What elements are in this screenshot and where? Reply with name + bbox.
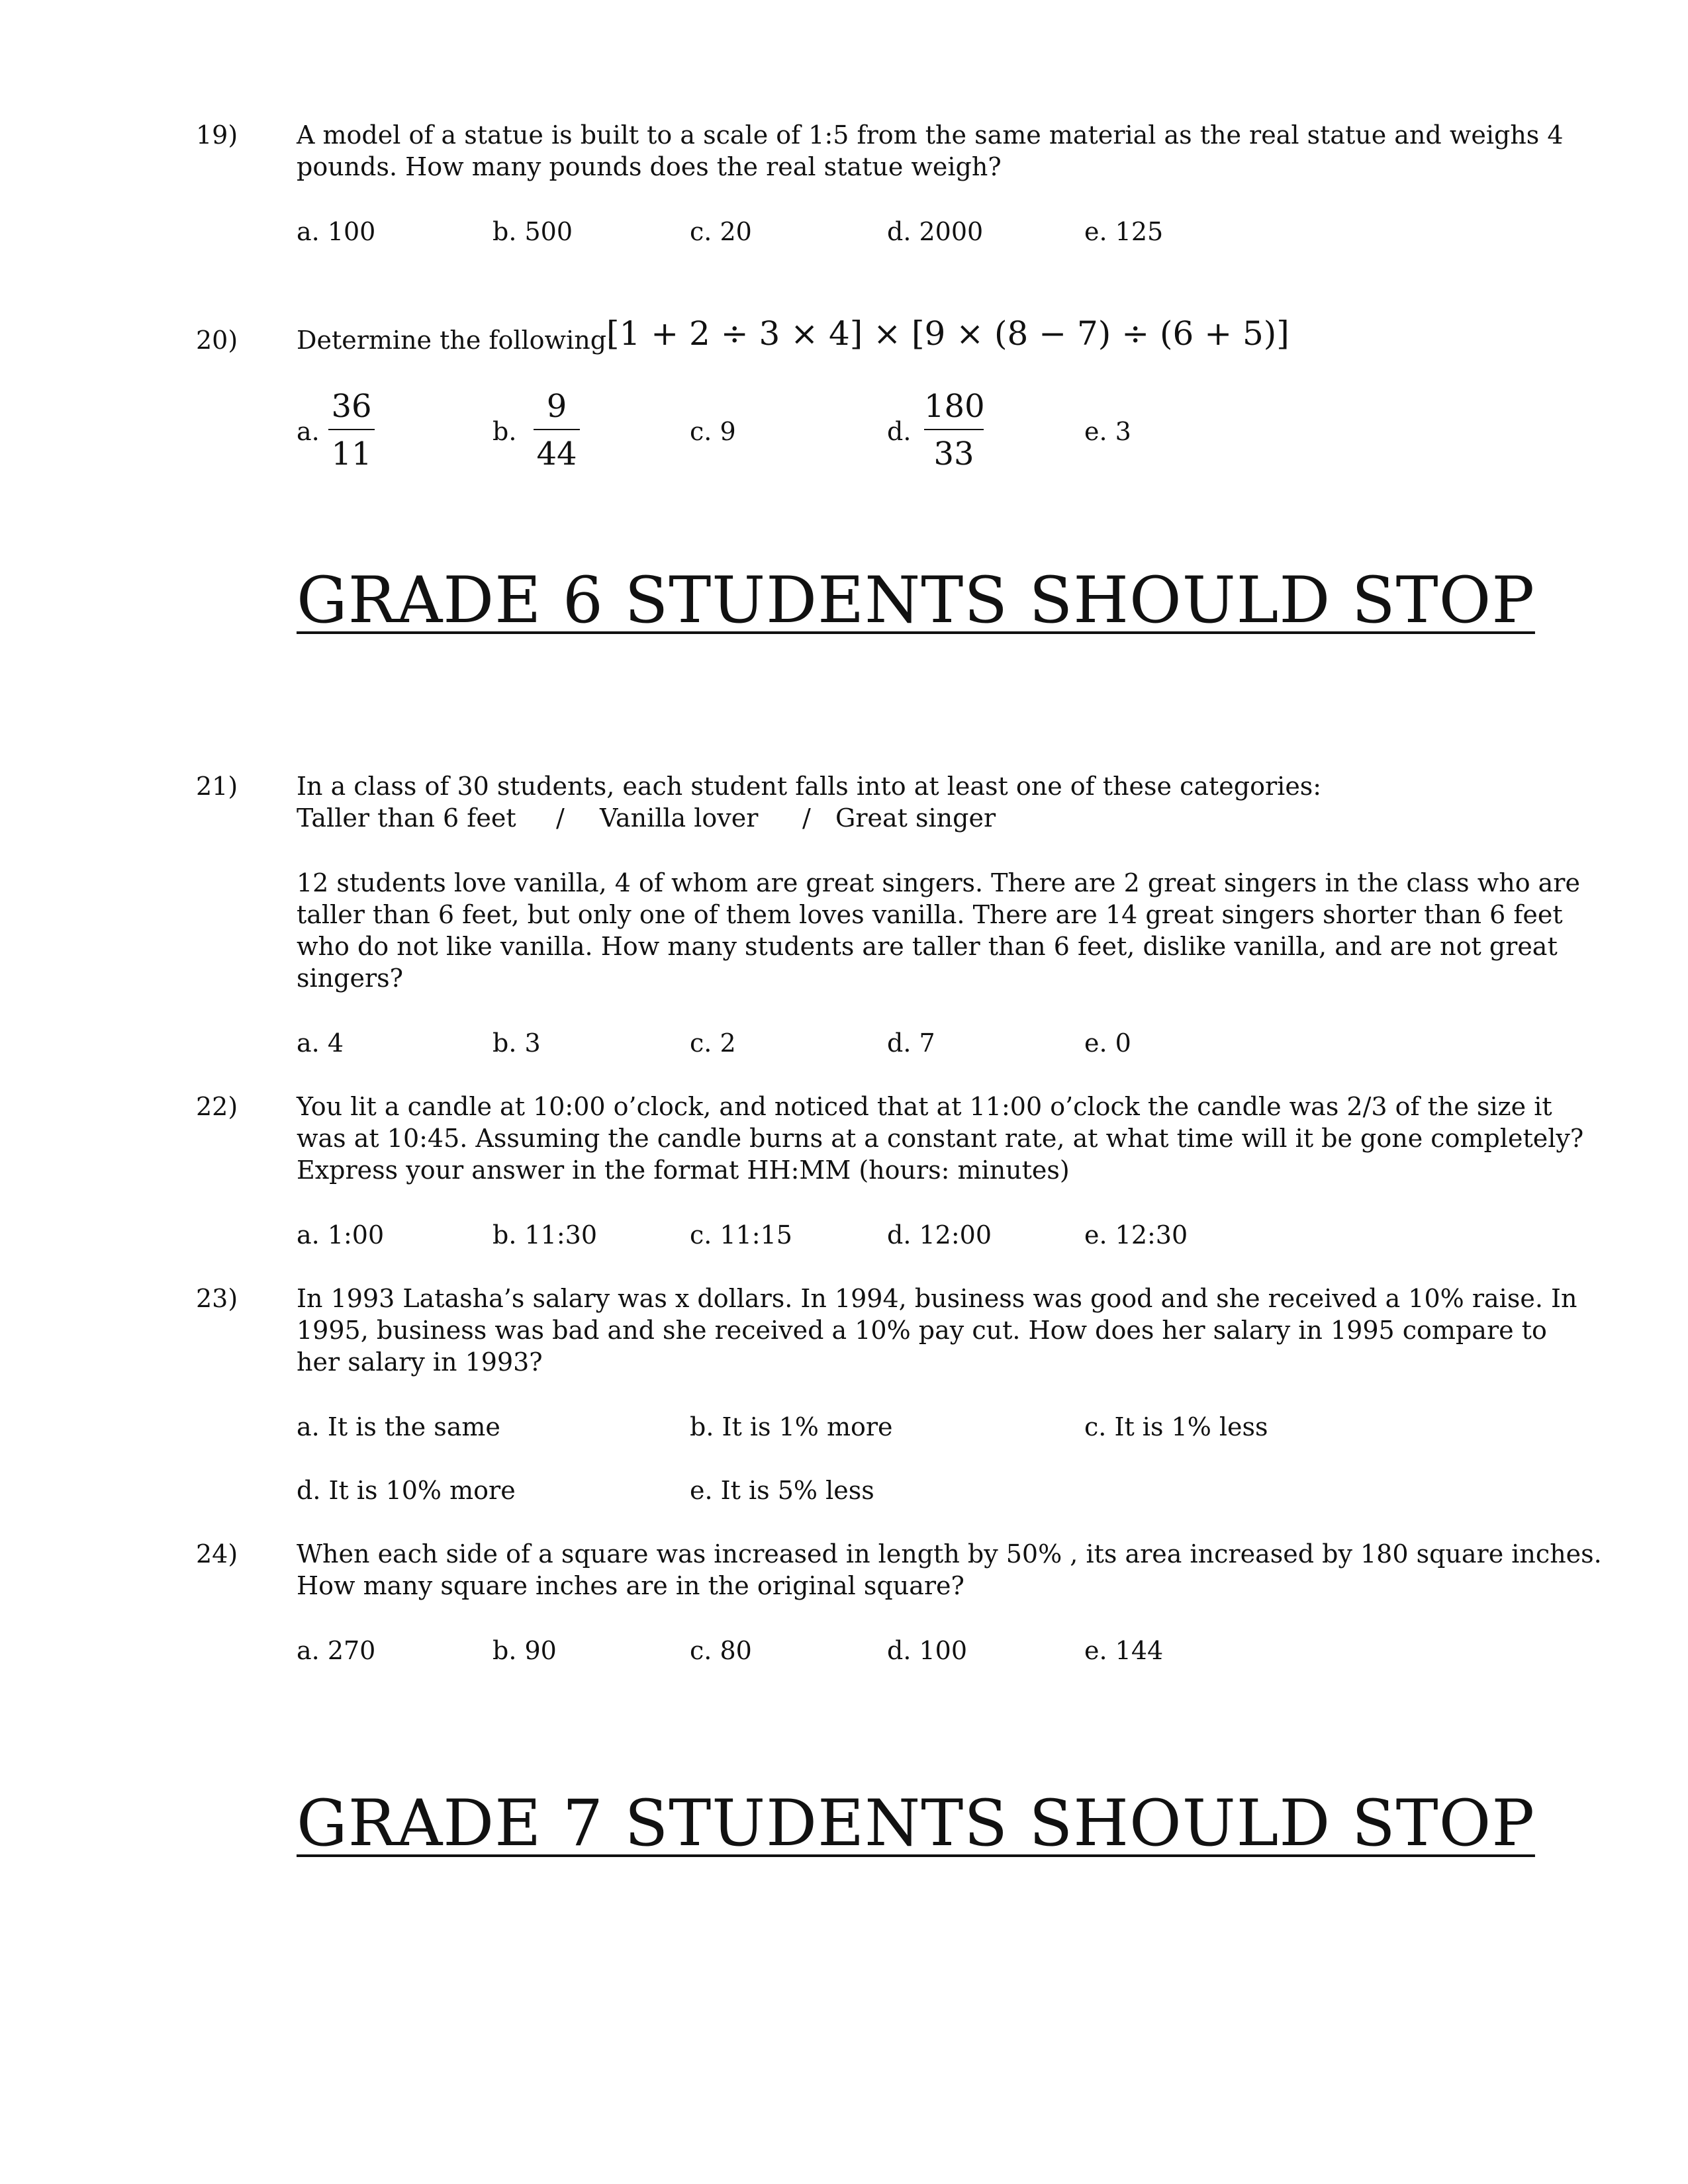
answer-option-c[interactable]: c. It is 1% less [1084, 1412, 1268, 1441]
question-text-line: Express your answer in the format HH:MM (hours: minutes) [297, 1156, 1070, 1185]
category-separator: / [556, 803, 565, 833]
answer-option-d-fraction[interactable] [924, 387, 984, 474]
question-text-line: How many square inches are in the original square? [297, 1571, 964, 1600]
answer-option-a[interactable]: a. 100 [297, 217, 376, 246]
answer-option-e[interactable]: e. It is 5% less [690, 1476, 874, 1505]
question-text-line: taller than 6 feet, but only one of them loves vanilla. There are 14 great singers shorter than 6 feet [297, 900, 1563, 929]
question-text-line: her salary in 1993? [297, 1347, 543, 1377]
answer-option-c[interactable]: c. 80 [690, 1636, 752, 1665]
fraction-denominator: 33 [933, 435, 974, 473]
question-text-line: was at 10:45. Assuming the candle burns at a constant rate, at what time will it be gone completely? [297, 1124, 1584, 1153]
question-text-line: In 1993 Latasha’s salary was x dollars. In 1994, business was good and she received a 10% raise. In [297, 1284, 1577, 1313]
question-text-line: singers? [297, 964, 403, 993]
question-number: 20) [196, 326, 238, 355]
answer-option-c[interactable]: c. 20 [690, 217, 752, 246]
fraction-bar [534, 429, 580, 430]
question-text-line: You lit a candle at 10:00 o’clock, and noticed that at 11:00 o’clock the candle was 2/3 of the size it [297, 1092, 1552, 1121]
question-text-line: When each side of a square was increased in length by 50% , its area increased by 180 square inches. [297, 1539, 1602, 1569]
answer-option-a[interactable]: a. 270 [297, 1636, 376, 1665]
answer-option-c[interactable]: c. 9 [690, 417, 736, 446]
question-number: 22) [196, 1092, 238, 1121]
fraction-numerator: 9 [546, 388, 567, 425]
answer-option-d[interactable]: d. 2000 [887, 217, 984, 246]
answer-option-b[interactable]: b. 3 [492, 1028, 541, 1058]
answer-option-e[interactable]: e. 125 [1084, 217, 1164, 246]
answer-option-c[interactable]: c. 11:15 [690, 1220, 792, 1250]
question-number: 24) [196, 1539, 238, 1569]
fraction-denominator: 44 [536, 435, 577, 473]
category-separator: / [802, 803, 811, 833]
answer-option-a[interactable]: a. 1:00 [297, 1220, 385, 1250]
answer-option-d[interactable]: d. 100 [887, 1636, 968, 1665]
question-text-line: who do not like vanilla. How many students are taller than 6 feet, dislike vanilla, and are not great [297, 932, 1558, 961]
answer-option-e[interactable]: e. 3 [1084, 417, 1131, 446]
fraction-bar [924, 429, 984, 430]
question-text-line: 12 students love vanilla, 4 of whom are great singers. There are 2 great singers in the class who are [297, 868, 1580, 897]
answer-option-b[interactable]: b. 500 [492, 217, 573, 246]
question-number: 19) [196, 120, 238, 150]
answer-option-d[interactable]: d. 7 [887, 1028, 935, 1058]
answer-option-b[interactable]: b. It is 1% more [690, 1412, 893, 1441]
answer-option-b-label[interactable]: b. [492, 417, 517, 446]
question-number: 23) [196, 1284, 238, 1313]
answer-option-c[interactable]: c. 2 [690, 1028, 736, 1058]
answer-option-a[interactable]: a. 4 [297, 1028, 344, 1058]
question-number: 21) [196, 772, 238, 801]
category-vanilla: Vanilla lover [600, 803, 759, 833]
answer-option-a-fraction[interactable] [328, 387, 375, 474]
grade-7-stop-heading: GRADE 7 STUDENTS SHOULD STOP [297, 1786, 1535, 1860]
answer-option-b[interactable]: b. 11:30 [492, 1220, 597, 1250]
question-text-line: 1995, business was bad and she received a 10% pay cut. How does her salary in 1995 compare to [297, 1316, 1547, 1345]
fraction-denominator: 11 [331, 435, 372, 473]
grade-6-stop-heading: GRADE 6 STUDENTS SHOULD STOP [297, 563, 1535, 637]
answer-option-e[interactable]: e. 12:30 [1084, 1220, 1188, 1250]
math-expression: [1 + 2 ÷ 3 × 4] × [9 × (8 − 7) ÷ (6 + 5)] [606, 314, 1289, 353]
answer-option-a-label[interactable]: a. [297, 417, 320, 446]
category-taller: Taller than 6 feet [297, 803, 516, 833]
question-prompt: Determine the following: [297, 326, 615, 355]
fraction-numerator: 180 [924, 388, 985, 425]
answer-option-b[interactable]: b. 90 [492, 1636, 557, 1665]
answer-option-e[interactable]: e. 0 [1084, 1028, 1131, 1058]
question-text-line: pounds. How many pounds does the real statue weigh? [297, 152, 1002, 181]
question-text-line: A model of a statue is built to a scale of 1:5 from the same material as the real statue and weighs 4 [297, 120, 1564, 150]
question-text-line: In a class of 30 students, each student falls into at least one of these categories: [297, 772, 1322, 801]
answer-option-b-fraction[interactable] [534, 387, 580, 474]
category-singer: Great singer [835, 803, 996, 833]
fraction-bar [328, 429, 375, 430]
answer-option-a[interactable]: a. It is the same [297, 1412, 500, 1441]
answer-option-d[interactable]: d. 12:00 [887, 1220, 992, 1250]
answer-option-d[interactable]: d. It is 10% more [297, 1476, 516, 1505]
answer-option-d-label[interactable]: d. [887, 417, 912, 446]
fraction-numerator: 36 [331, 388, 372, 425]
answer-option-e[interactable]: e. 144 [1084, 1636, 1164, 1665]
